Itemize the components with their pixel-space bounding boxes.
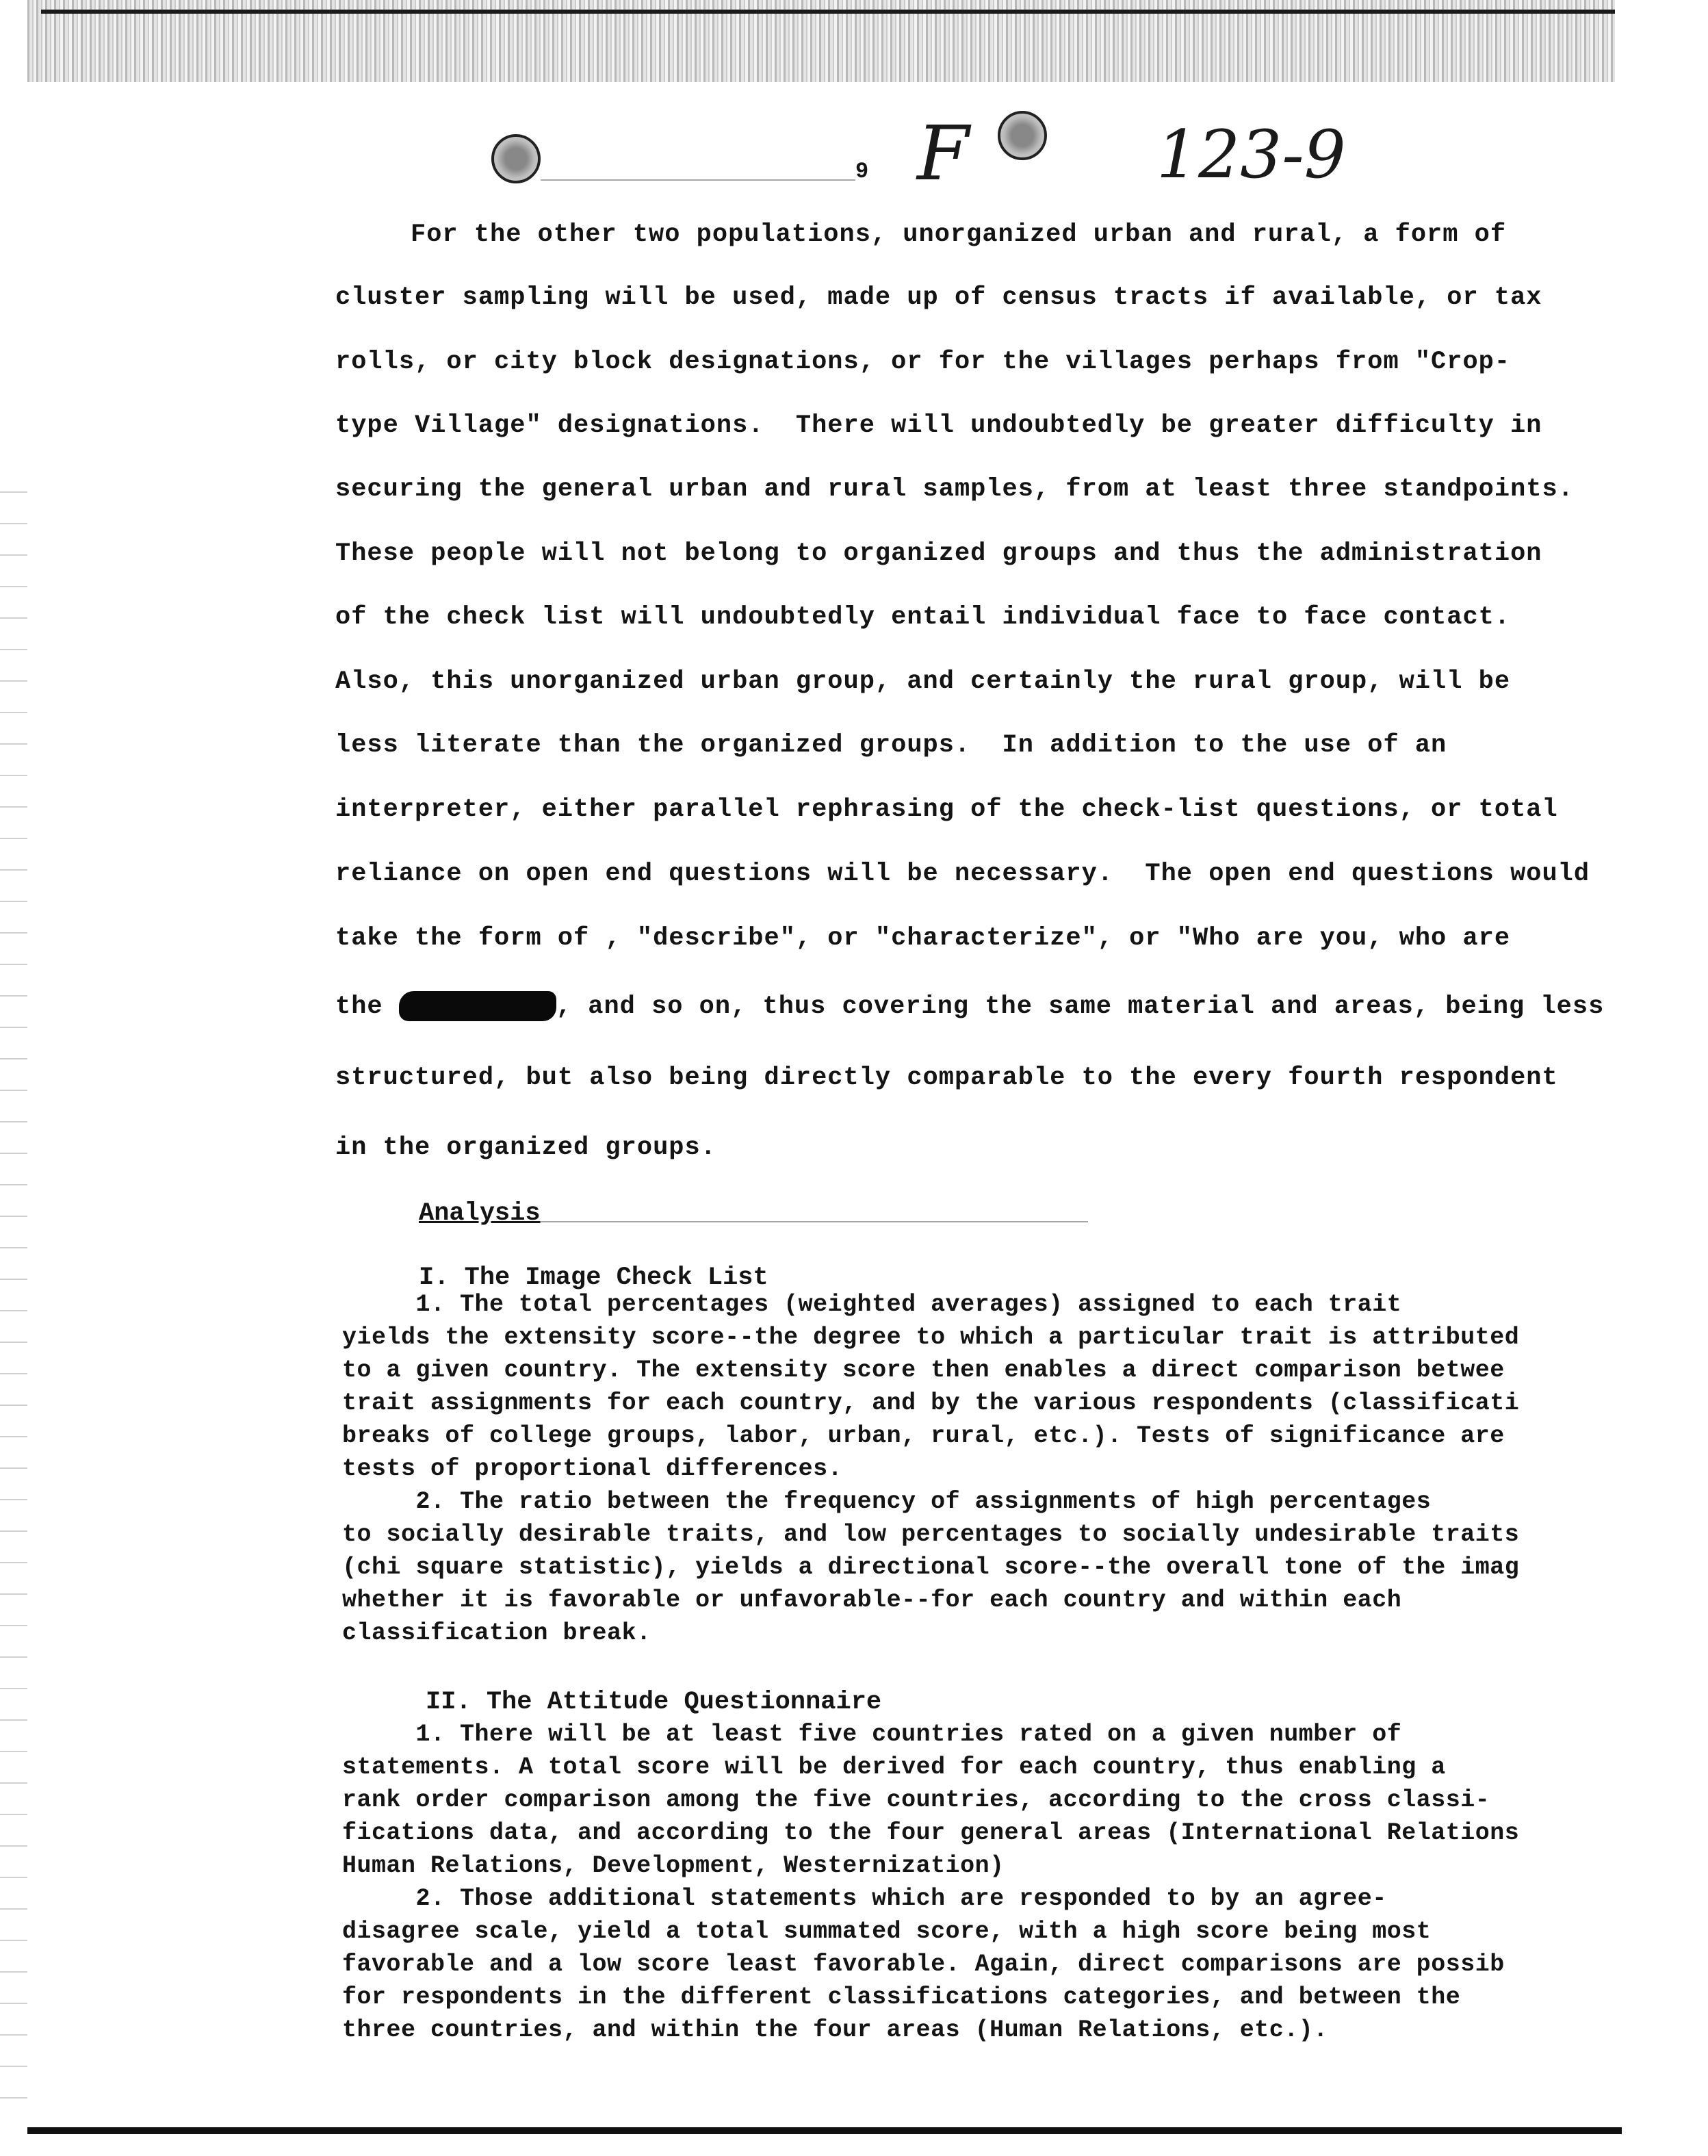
- handwritten-code: 123-9: [1156, 116, 1346, 193]
- punch-hole-right: [998, 111, 1047, 160]
- text-line: structured, but also being directly comparable to the every fourth respondent: [335, 1064, 1558, 1092]
- text-line: whether it is favorable or unfavorable--for each country and within each: [342, 1587, 1402, 1614]
- text-line: type Village" designations. There will undoubtedly be greater difficulty in: [335, 411, 1542, 440]
- text-line: to a given country. The extensity score then enables a direct comparison betwee: [342, 1357, 1505, 1384]
- text-line: 1. The total percentages (weighted averages) assigned to each trait: [342, 1291, 1402, 1318]
- text-line: statements. A total score will be derived for each country, thus enabling a: [342, 1754, 1446, 1781]
- text-line: fications data, and according to the four general areas (International Relations: [342, 1819, 1520, 1847]
- page-number: 9: [855, 159, 869, 184]
- text-line: (chi square statistic), yields a directional score--the overall tone of the imag: [342, 1554, 1520, 1581]
- heading-rule: [541, 1221, 1088, 1222]
- text-line: securing the general urban and rural samples, from at least three standpoints.: [335, 475, 1574, 504]
- text-line: rank order comparison among the five countries, according to the cross classi-: [342, 1786, 1490, 1814]
- text-line: cluster sampling will be used, made up of census tracts if available, or tax: [335, 283, 1542, 312]
- section-title: I. The Image Check List: [419, 1263, 768, 1292]
- header-rule: [541, 179, 855, 181]
- text-line: Human Relations, Development, Westernization): [342, 1852, 1005, 1879]
- text-line: reliance on open end questions will be necessary. The open end questions would: [335, 860, 1590, 888]
- text-line: interpreter, either parallel rephrasing of the check-list questions, or total: [335, 795, 1558, 824]
- section-title: II. The Attitude Questionnaire: [426, 1688, 882, 1717]
- redaction-block: [399, 991, 556, 1021]
- text-line: in the organized groups.: [335, 1133, 716, 1162]
- handwritten-mark: F: [917, 110, 970, 197]
- scan-top-rule: [41, 10, 1615, 14]
- scan-left-edge-noise: [0, 479, 27, 2122]
- text-line: For the other two populations, unorganized urban and rural, a form of: [411, 220, 1507, 249]
- text-fragment: , and so on, thus covering the same material and areas, being less: [556, 992, 1605, 1021]
- text-line: yields the extensity score--the degree to which a particular trait is attributed: [342, 1324, 1520, 1351]
- text-line: 1. There will be at least five countries rated on a given number of: [342, 1721, 1402, 1748]
- text-line: less literate than the organized groups. In addition to the use of an: [335, 731, 1447, 760]
- text-line: trait assignments for each country, and by the various respondents (classificati: [342, 1389, 1520, 1417]
- text-line: rolls, or city block designations, or for the villages perhaps from "Crop-: [335, 348, 1511, 376]
- text-line-redacted: [335, 991, 1604, 1021]
- text-line: to socially desirable traits, and low percentages to socially undesirable traits: [342, 1521, 1520, 1548]
- text-line: 2. The ratio between the frequency of assignments of high percentages: [342, 1488, 1432, 1515]
- text-line: disagree scale, yield a total summated score, with a high score being most: [342, 1918, 1432, 1945]
- text-line: These people will not belong to organized groups and thus the administration: [335, 539, 1542, 568]
- scan-bottom-rule: [27, 2127, 1622, 2134]
- text-line: breaks of college groups, labor, urban, rural, etc.). Tests of significance are: [342, 1422, 1505, 1450]
- text-line: 2. Those additional statements which are responded to by an agree-: [342, 1885, 1387, 1912]
- analysis-heading: Analysis: [419, 1199, 541, 1228]
- text-line: favorable and a low score least favorable. Again, direct comparisons are possib: [342, 1951, 1505, 1978]
- text-line: tests of proportional differences.: [342, 1455, 843, 1483]
- text-line: Also, this unorganized urban group, and certainly the rural group, will be: [335, 667, 1511, 696]
- punch-hole-left: [491, 134, 541, 183]
- text-line: for respondents in the different classifications categories, and between the: [342, 1984, 1461, 2011]
- text-line: classification break.: [342, 1619, 651, 1647]
- text-line: take the form of , "describe", or "characterize", or "Who are you, who are: [335, 924, 1511, 953]
- text-fragment: the: [335, 992, 383, 1021]
- text-line: of the check list will undoubtedly entail individual face to face contact.: [335, 603, 1511, 632]
- text-line: three countries, and within the four areas (Human Relations, etc.).: [342, 2016, 1328, 2044]
